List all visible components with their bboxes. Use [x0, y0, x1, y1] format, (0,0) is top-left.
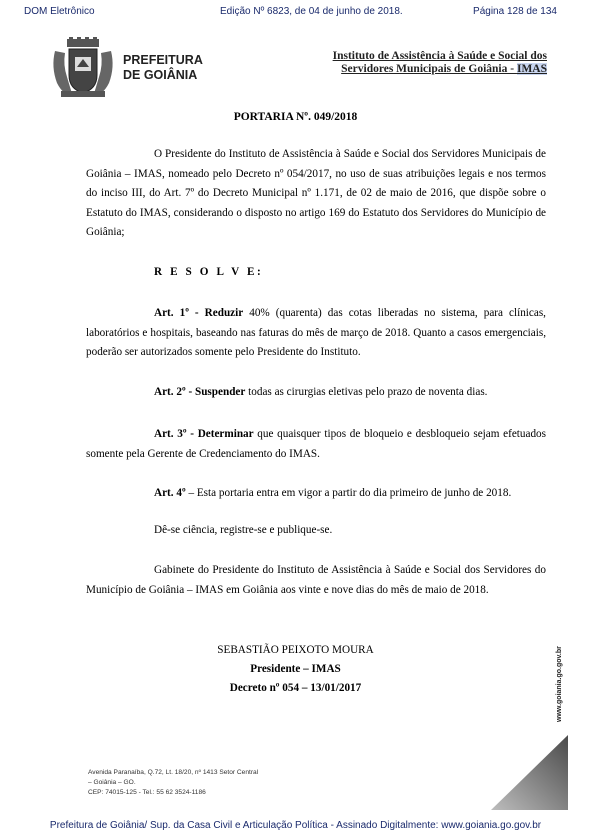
logo-line-1: PREFEITURA — [123, 53, 203, 67]
address-line-1: Avenida Paranaíba, Q.72, Lt. 18/20, nº 1413 Setor Central — [88, 769, 259, 776]
header-edition: Edição Nº 6823, de 04 de junho de 2018. — [220, 6, 403, 17]
page-footer: Prefeitura de Goiânia/ Sup. da Casa Civil e Articulação Política - Assinado Digitalmente: www.goiania.go.gov.br — [49, 820, 542, 831]
prefeitura-logo — [49, 37, 209, 99]
article-3-label: Art. 3º - — [154, 428, 198, 440]
page-header — [12, 6, 579, 20]
header-page-number: Página 128 de 134 — [473, 6, 557, 17]
institution-name — [333, 50, 547, 76]
article-2-label: Art. 2º - — [154, 386, 195, 398]
signatory-decree: Decreto nº 054 – 13/01/2017 — [229, 682, 362, 694]
address-line-3: CEP: 74015-125 - Tel.: 55 62 3524-1186 — [88, 789, 206, 796]
article-1-label: Art. 1º - — [154, 307, 205, 319]
article-3-verb: Determinar — [197, 428, 254, 440]
logo-text — [123, 53, 203, 83]
article-4 — [86, 484, 546, 504]
side-url: www.goiania.go.gov.br — [556, 646, 563, 722]
address-block — [88, 768, 258, 798]
page-corner-graphic — [491, 735, 568, 810]
header-publication: DOM Eletrônico — [24, 6, 95, 17]
resolve-heading: R E S O L V E: — [154, 266, 264, 278]
article-2-verb: Suspender — [194, 386, 246, 398]
coat-of-arms-icon — [49, 37, 117, 99]
article-3 — [86, 425, 546, 464]
closing-line: Dê-se ciência, registre-se e publique-se. — [154, 524, 333, 536]
article-3-text: que quaisquer tipos de bloqueio e desbloqueio sejam efetuados somente pela Gerente de Credenciamento do IMAS. — [86, 428, 546, 460]
institution-line-1: Instituto de Assistência à Saúde e Social dos — [332, 50, 547, 62]
article-1 — [86, 304, 546, 363]
logo-line-2: DE GOIÂNIA — [123, 68, 198, 82]
address-line-2: – Goiânia – GO. — [88, 779, 136, 786]
institution-line-2: Servidores Municipais de Goiânia - — [341, 63, 517, 75]
signatory-role: Presidente – IMAS — [250, 663, 341, 675]
institution-acronym: IMAS — [516, 63, 547, 75]
document-title: PORTARIA Nº. 049/2018 — [233, 111, 358, 123]
article-4-text: – Esta portaria entra em vigor a partir do dia primeiro de junho de 2018. — [185, 487, 512, 499]
preamble-paragraph: O Presidente do Instituto de Assistência à Saúde e Social dos Servidores Municipais de Goiânia – IMAS, nomeado pelo Decreto nº 054/2017, no uso de suas atribuições legais e nos termos do inciso III, do Art. 7º do Decreto Municipal nº 1.171, de 02 de maio de 2016, que dispõe sobre o Estatuto do IMAS, considerando o disposto no artigo 169 do Estatuto dos Servidores do Município de Goiânia; — [86, 148, 546, 239]
gabinete-paragraph: Gabinete do Presidente do Instituto de Assistência à Saúde e Social dos Servidores do Município de Goiânia – IMAS em Goiânia aos vinte e nove dias do mês de maio de 2018. — [86, 564, 546, 596]
article-2 — [86, 383, 546, 403]
article-4-label: Art. 4º — [154, 487, 186, 499]
article-1-text: 40% (quarenta) das cotas liberadas no sistema, para clínicas, laboratórios e hospitais, baseando nas faturas do mês de março de 2018. Quanto a casos emergenciais, poderão ser autorizados somente pelo Presidente do Instituto. — [86, 307, 546, 359]
article-1-verb: Reduzir — [204, 307, 244, 319]
article-2-text: todas as cirurgias eletivas pelo prazo de noventa dias. — [245, 386, 488, 398]
signatory-name: SEBASTIÃO PEIXOTO MOURA — [217, 644, 374, 656]
